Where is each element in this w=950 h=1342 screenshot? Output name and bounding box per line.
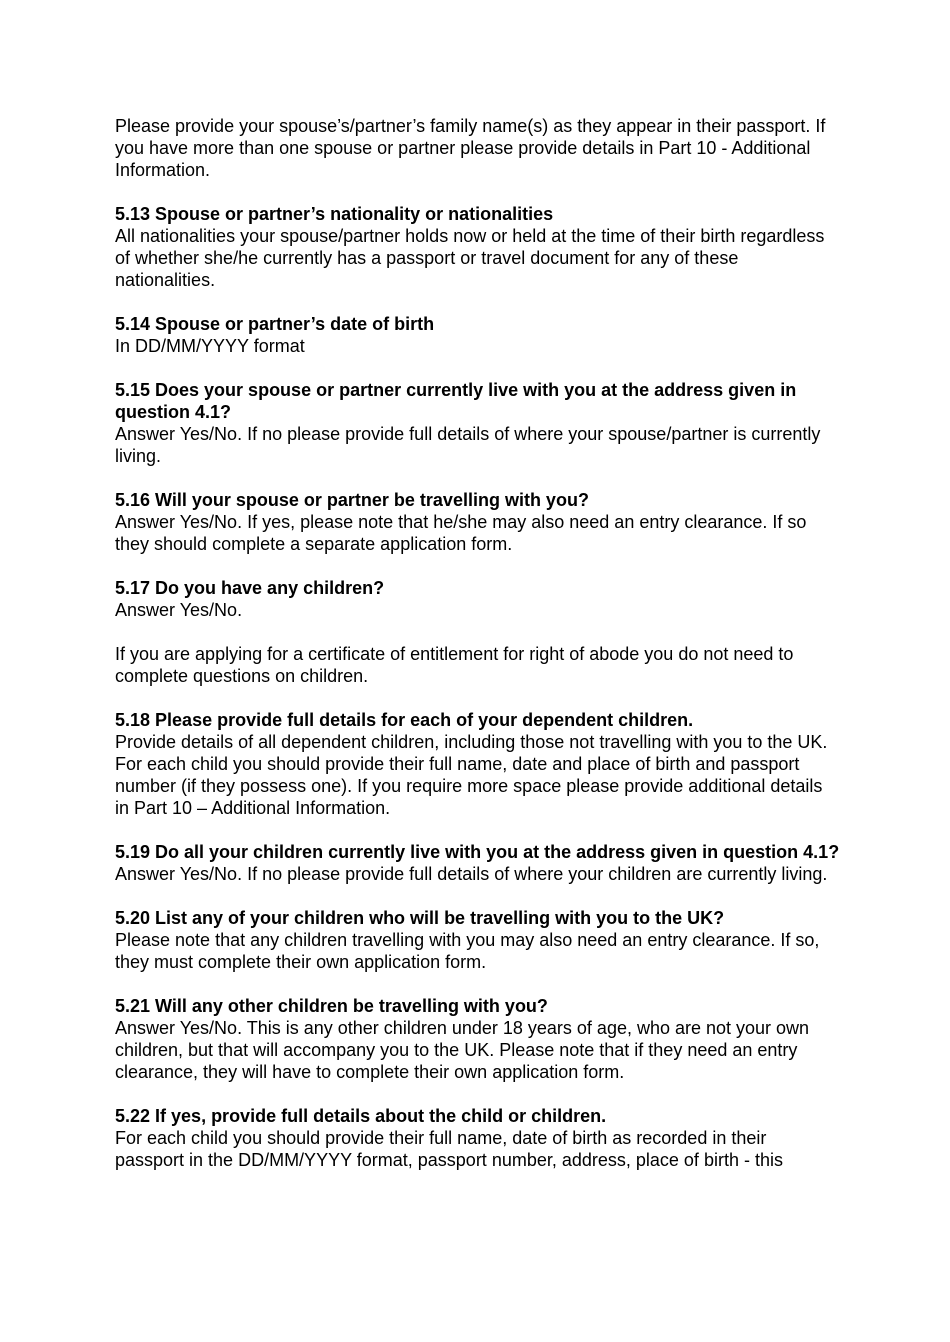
question-title: 5.19 Do all your children currently live with you at the address given in question 4.1?: [115, 842, 840, 862]
question-title: 5.14 Spouse or partner’s date of birth: [115, 314, 435, 334]
question-title: 5.16 Will your spouse or partner be travelling with you?: [115, 490, 589, 510]
question-title: 5.17 Do you have any children?: [115, 578, 385, 598]
question-body: Answer Yes/No. If no please provide full details of where your spouse/partner is currently living.: [115, 424, 821, 466]
question-body: For each child you should provide their full name, date of birth as recorded in their passport in the DD/MM/YYYY format, passport number, address, place of birth - this: [115, 1128, 783, 1170]
question-5-22: [115, 1105, 840, 1171]
question-title: 5.18 Please provide full details for each of your dependent children.: [115, 710, 694, 730]
question-5-15: [115, 379, 840, 467]
question-body: Answer Yes/No.: [115, 600, 243, 620]
question-title: 5.15 Does your spouse or partner currently live with you at the address given in question 4.1?: [115, 380, 797, 422]
question-title: 5.22 If yes, provide full details about the child or children.: [115, 1106, 607, 1126]
question-body: In DD/MM/YYYY format: [115, 336, 305, 356]
document-page: [115, 115, 840, 1193]
question-body: Please note that any children travelling with you may also need an entry clearance. If so, they must complete their own application form.: [115, 930, 820, 972]
question-5-18: [115, 709, 840, 819]
question-body: Provide details of all dependent children, including those not travelling with you to the UK. For each child you should provide their full name, date and place of birth and passport number (if they possess one). If you require more space please provide additional details in Part 10 – Additional Information.: [115, 732, 828, 818]
question-5-17: [115, 577, 840, 621]
question-title: 5.20 List any of your children who will be travelling with you to the UK?: [115, 908, 725, 928]
question-body: Answer Yes/No. If no please provide full details of where your children are currently living.: [115, 864, 828, 884]
question-body: Answer Yes/No. If yes, please note that he/she may also need an entry clearance. If so they should complete a separate application form.: [115, 512, 807, 554]
question-title: 5.21 Will any other children be travelling with you?: [115, 996, 548, 1016]
question-5-17-note: [115, 643, 840, 687]
question-title: 5.13 Spouse or partner’s nationality or nationalities: [115, 204, 554, 224]
question-5-16: [115, 489, 840, 555]
question-5-13: [115, 203, 840, 291]
question-5-20: [115, 907, 840, 973]
question-note: If you are applying for a certificate of entitlement for right of abode you do not need to complete questions on children.: [115, 644, 794, 686]
intro-paragraph: Please provide your spouse’s/partner’s family name(s) as they appear in their passport. If you have more than one spouse or partner please provide details in Part 10 - Additional Information.: [115, 116, 826, 180]
question-5-14: [115, 313, 840, 357]
question-5-19: [115, 841, 840, 885]
question-body: Answer Yes/No. This is any other children under 18 years of age, who are not your own children, but that will accompany you to the UK. Please note that if they need an entry clearance, they will have to complete their own application form.: [115, 1018, 810, 1082]
question-body: All nationalities your spouse/partner holds now or held at the time of their birth regardless of whether she/he currently has a passport or travel document for any of these nationalities.: [115, 226, 825, 290]
question-5-21: [115, 995, 840, 1083]
